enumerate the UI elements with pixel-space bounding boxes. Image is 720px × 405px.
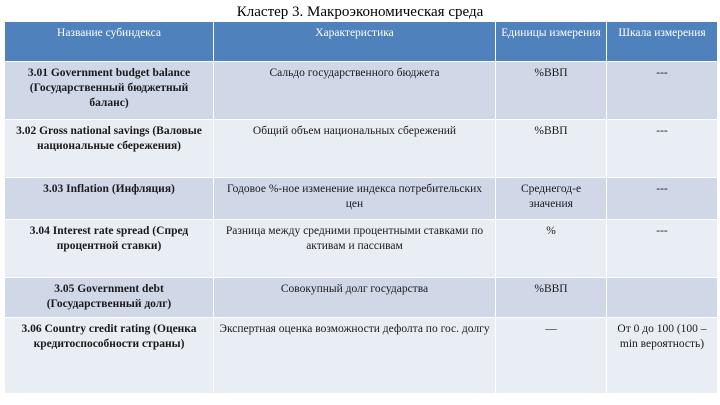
subindex-description: Совокупный долг государства <box>214 278 496 318</box>
subindex-description: Сальдо государственного бюджета <box>214 62 496 120</box>
subindex-name: 3.02 Gross national savings (Валовые национальные сбережения) <box>5 120 214 178</box>
table-row <box>5 62 718 120</box>
table-row <box>5 120 718 178</box>
subindex-scale <box>607 278 718 318</box>
subindex-scale: --- <box>607 220 718 278</box>
subindex-scale: --- <box>607 178 718 220</box>
subindex-description: Разница между средними процентными ставками по активам и пассивам <box>214 220 496 278</box>
header-scale: Шкала измерения <box>607 22 718 62</box>
subindex-scale: --- <box>607 62 718 120</box>
subindex-name: 3.01 Government budget balance (Государственный бюджетный баланс) <box>5 62 214 120</box>
subindex-table <box>4 21 718 394</box>
subindex-name: 3.03 Inflation (Инфляция) <box>5 178 214 220</box>
subindex-units: — <box>496 318 607 394</box>
table-header-row <box>5 22 718 62</box>
subindex-name: 3.05 Government debt (Государственный долг) <box>5 278 214 318</box>
table-row <box>5 178 718 220</box>
table-row <box>5 278 718 318</box>
header-description: Характеристика <box>214 22 496 62</box>
subindex-description: Экспертная оценка возможности дефолта по гос. долгу <box>214 318 496 394</box>
header-units: Единицы измерения <box>496 22 607 62</box>
table-row <box>5 318 718 394</box>
subindex-units: %ВВП <box>496 120 607 178</box>
subindex-units: Среднегод-е значения <box>496 178 607 220</box>
subindex-scale: --- <box>607 120 718 178</box>
subindex-name: 3.06 Country credit rating (Оценка кредитоспособности страны) <box>5 318 214 394</box>
subindex-name: 3.04 Interest rate spread (Спред процентной ставки) <box>5 220 214 278</box>
subindex-units: %ВВП <box>496 278 607 318</box>
subindex-description: Общий объем национальных сбережений <box>214 120 496 178</box>
subindex-description: Годовое %-ное изменение индекса потребительских цен <box>214 178 496 220</box>
page-title: Кластер 3. Макроэкономическая среда <box>236 4 484 20</box>
header-subindex-name: Название субиндекса <box>5 22 214 62</box>
subindex-units: % <box>496 220 607 278</box>
table-row <box>5 220 718 278</box>
subindex-units: %ВВП <box>496 62 607 120</box>
subindex-scale: От 0 до 100 (100 – min вероятность) <box>607 318 718 394</box>
